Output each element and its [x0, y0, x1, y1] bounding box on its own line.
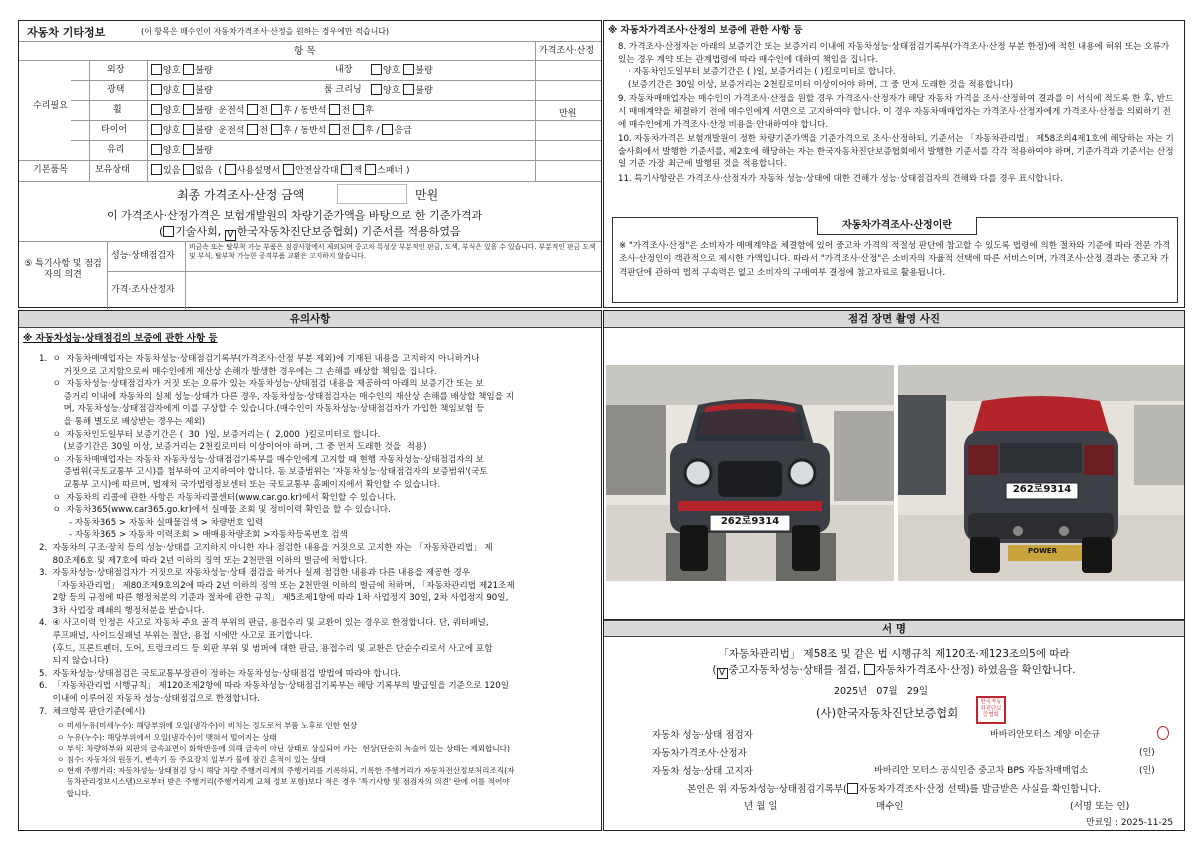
- other-info-title: 자동차 기타정보: [27, 26, 106, 39]
- repair-label: 수리필요: [33, 101, 68, 111]
- receipt-line: 본인은 위 자동차성능·상태점검기록부( 자동차가격조사·산정 선택)를 발급받은 사실을 확인합니다.: [687, 784, 1101, 795]
- guarantee-p10: 10. 자동차가격은 보험개발원이 정한 차량기준가액을 기준가격으로 조사·산정하되, 기준서는 「자동차관리법」 제58조의4제1호에 해당하는 자는 기술사회에서 발행한 기준서를, 제2호에 해당하는 자는 한국자동차진단보증협회에서 발행한 기준서를 각각 적용하여야 하며, 기준가격과 기준서는 산정일 기준 가장 최근에 발행된 것을 적용합니다.: [618, 134, 1174, 170]
- basic-check[interactable]: 있음 없음 ( 사용설명서 안전삼각대 잭 스패너 ): [151, 164, 410, 177]
- gloss-label: 광택: [107, 85, 125, 95]
- criteria-line: ㅇ 부식: 차량하부와 외판의 금속표면이 화학반응에 의해 금속이 아닌 상태로 상실되어 가는 현상(단순히 녹슬어 있는 상태는 제외합니다): [57, 743, 510, 753]
- notice-line: 「자동차관리법」 제80조제9호의2에 따라 2년 이하의 징역 또는 2천만원 이하의 벌금에 처하며, 「자동차관리법 제21조제: [39, 580, 515, 591]
- ramp-text: POWER: [1028, 547, 1057, 555]
- guarantee-p11: 11. 특기사항란은 가격조사·산정자가 자동차 성능·상태에 대한 견해가 성능·상태점검자의 견해와 다를 경우 표시합니다.: [618, 173, 1063, 184]
- notice-line: 3차 사업장 폐쇄의 행정처분을 받습니다.: [39, 605, 205, 616]
- notice-line: ㅇ 자동차성능·상태점검자가 거짓 또는 오류가 있는 자동차성능·상태점검 내용을 제공하여 아래의 보증기간 또는 보: [39, 379, 484, 390]
- criteria-line: ㅇ 현재 주행거리: 자동차성능·상태점검 당시 해당 차량 주행거리계의 주행거리를 기록하되, 기록한 주행거리가 자동차전산정보처리조직(자: [57, 766, 515, 776]
- notice-line: 7. 체크항목 판단기준(예시): [39, 706, 146, 717]
- other-info-note: (이 항목은 매수인이 자동차가격조사·산정을 원하는 경우에만 적습니다): [141, 27, 390, 36]
- buyer-label: 매수인: [876, 801, 904, 812]
- perf-inspector-text: 비금속 또는 탈부착 가능 부품은 점검사항에서 제외되며 중고차 특성상 부분적인 판금, 도색, 부식은 있을 수 있습니다. 부분적인 판금 도색 및 부식, 탈부착 가능한 공격부품 교환은 고지하지 않습니다.: [189, 243, 596, 260]
- rear-plate: 262로9314: [1012, 484, 1072, 495]
- notice-line: ㅇ 자동차인도일부터 보증기간은 ( 30 )일, 보증거리는 ( 2,000 )킬로미터로 합니다.: [39, 429, 381, 440]
- org-stamp: 한국자동차진단보증협회: [976, 696, 1006, 724]
- wheel-label: 휠: [113, 105, 122, 115]
- col-price: 가격조사·산정: [539, 46, 595, 56]
- notice-line: 2항 등의 규정에 따른 행정처분의 기준과 절차에 관한 규칙」 제5조제1항에 따라 1차 사업정지 30일, 2차 사업정지 90일,: [39, 593, 509, 604]
- room-check[interactable]: 양호 불량: [371, 84, 433, 97]
- inspector-value: 바바리안모터스 계양 이순규: [990, 730, 1101, 740]
- notice-line: 80조제6호 및 제7호에 따라 2년 이하의 징역 또는 2천만원 이하의 벌금에 처합니다.: [39, 555, 368, 566]
- notice-line: 을 통해 별도로 배상받는 경우는 제외): [39, 416, 206, 427]
- notice-line: 6. 「자동차관리법 시행규칙」 제120조제2항에 따라 자동차성능·상태점검기록부는 해당 기록부의 발급일을 기준으로 120일: [39, 681, 510, 692]
- receipt-date: 년 월 일: [744, 801, 778, 812]
- sign-date: 2025년 07월 29일: [834, 686, 929, 697]
- photo-header: 점검 장면 촬영 사진: [604, 311, 1184, 328]
- notice-line: 2. 자동차의 구조·장치 등의 성능·상태를 고지하지 아니한 자나 점검한 내용을 거짓으로 고지한 자는 「자동차관리법」 제: [39, 542, 493, 553]
- ext-label: 외장: [107, 65, 125, 75]
- basis-text: 이 가격조사·산정가격은 보험개발원의 차량기준가액을 바탕으로 한 기준가격과: [107, 209, 483, 222]
- price-box: [612, 217, 1178, 303]
- notice-line: ㅇ 자동차365(www.car365.go.kr)에서 실매물 조회 및 정비이력 확인을 할 수 있습니다.: [39, 505, 391, 516]
- criteria-line: ㅇ 누유(누수): 해당부위에서 오일(냉각수)이 맺혀서 떨어지는 상태: [57, 732, 277, 742]
- ext-check[interactable]: 양호 불량: [151, 64, 213, 77]
- basis-choice: ( 기술사회, V 한국자동차진단보증협회) 기준서를 적용하였음: [159, 225, 461, 240]
- criteria-line: ㅇ 미세누유(미세누수): 해당부위에 오일(냉각수)이 비치는 정도로서 부품 노후로 인한 현상: [57, 721, 358, 731]
- notice-line: (보증기간은 30일 이상, 보증거리는 2천킬로미터 이상이어야 하며, 그 중 먼저 도래한 것을 적용): [39, 442, 427, 453]
- front-photo: [606, 365, 894, 581]
- price-box-title: 자동차가격조사·산정이란: [817, 217, 977, 235]
- notice-panel: [18, 310, 602, 831]
- notice-line: 루프패널, 사이드실패널 부위는 절단, 용접 시에만 사고로 표기합니다.: [39, 631, 313, 642]
- front-plate: 262로9314: [720, 516, 780, 527]
- notifier-seal: (인): [1139, 766, 1155, 776]
- notice-line: 증거리 이내에 자동차의 실제 성능·상태가 다른 경우, 자동차성능·상태점검자는 매수인의 재산상 손해를 배상할 책임을 지: [39, 391, 515, 402]
- final-price-box[interactable]: [337, 184, 407, 204]
- sign-confirm: ( V 중고자동차성능·상태를 점검, 자동차가격조사·산정) 하였음을 확인합니다.: [712, 664, 1076, 678]
- signature-header: 서 명: [604, 620, 1184, 637]
- notice-line: ㅇ 자동차매매업자는 자동차 자동차성능·상태점검기록부를 매수인에게 고지할 때 현행 자동차성능·상태점검자의 보: [39, 454, 484, 465]
- notice-line: 이내에 이루어진 자동차 성능·상태점검으로 한정합니다.: [39, 694, 260, 705]
- buyer-sign[interactable]: (서명 또는 인): [1070, 801, 1130, 812]
- other-info-panel: [18, 20, 602, 308]
- guarantee-title: ※ 자동차가격조사·산정의 보증에 관한 사항 등: [608, 25, 803, 36]
- perf-inspector-label: 성능·상태점검자: [111, 251, 175, 261]
- guarantee-panel: [603, 20, 1185, 308]
- possess-label: 보유상태: [95, 165, 130, 175]
- rear-photo: [898, 365, 1184, 581]
- criteria-line: 동차관리정보시스템)으로부터 받은 주행거리(주행거리계 교체 정보 포함)보다 적은 경우 '특기사항 및 점검자의 의견' 란에 이를 적어야: [57, 777, 510, 787]
- notice-line: 3. 자동차성능·상태점검자가 거짓으로 자동차성능·상태 점검을 하거나 실제 점검한 내용과 다른 내용을 제공한 경우: [39, 568, 471, 579]
- final-price-unit: 만원: [415, 188, 439, 202]
- inspector-label: 자동차 성능·상태 점검자: [652, 730, 753, 741]
- price-inspector-label: 가격·조사산정자: [111, 285, 175, 295]
- final-price-label: 최종 가격조사·산정 금액: [177, 188, 305, 202]
- criteria-line: 합니다.: [57, 788, 92, 798]
- wheel-check[interactable]: 양호 불량 운전석 전 후 / 동반석 전 후: [151, 104, 374, 117]
- price-value: 만원: [559, 109, 577, 119]
- tire-label: 타이어: [101, 125, 128, 135]
- criteria-line: ㅇ 침수: 자동차의 원동기, 변속기 등 주요장치 일부가 물에 잠긴 흔적이 있는 상태: [57, 755, 326, 764]
- expiry-date: 만료일 : 2025-11-25: [1086, 818, 1174, 828]
- room-label: 룸 크리닝: [324, 85, 362, 95]
- guarantee-p8b: · 자동차인도일부터 보증기간은 ( )일, 보증거리는 ( )킬로미터로 합니다.: [628, 67, 896, 78]
- notice-line: 1. ㅇ 자동차매매업자는 자동차성능·상태점검기록부(가격조사·산정 부분 제외)에 기재된 내용을 고지하지 아니하거나: [39, 354, 480, 364]
- gloss-check[interactable]: 양호 불량: [151, 84, 213, 97]
- guarantee-p8c: (보증기간은 30일 이상, 보증거리는 2천킬로미터 이상이어야 하며, 그 중 먼저 도래한 것을 적용합니다): [628, 79, 1014, 90]
- pricer-label: 자동차가격조사·산정자: [652, 748, 747, 759]
- notice-line: 며, 자동차성능·상태점검자에게 이를 구상할 수 있습니다.(매수인이 자동차성능·상태점검자가 가입한 책임보험 등: [39, 404, 485, 415]
- notice-line: (후드, 프론트펜더, 도어, 트렁크리드 등 외판 부위 및 범퍼에 대한 판금, 용접수리 및 교환은 단순수리로서 사고에 포함: [39, 643, 493, 654]
- interior-label: 내장: [335, 65, 353, 75]
- guarantee-p9: 9. 자동차매매업자는 매수인이 가격조사·산정을 원할 경우 가격조사·산정자가 해당 자동차 가격을 조사·산정하여 결과를 이 서식에 적도록 한 후, 반드시 매매계약을 체결하기 전에 매수인에게 서면으로 고지하여야 합니다. 이 경우 자동차매매업자는 가격조사·산정자에게 가격조사·산정을 의뢰하기 전에 매수인에게 가격조사·산정 비용을 안내하여야 합니다.: [618, 94, 1174, 130]
- sign-org: (사)한국자동차진단보증협회: [816, 706, 959, 720]
- glass-label: 유리: [107, 145, 125, 155]
- notifier-value: 바바리안 모터스 공식인증 중고차 BPS 자동차매매업소: [874, 766, 1089, 776]
- notice-line: 되지 않습니다): [39, 656, 109, 667]
- notice-line: 거짓으로 고지함으로써 매수인에게 재산상 손해가 발생한 경우에는 그 손해를 배상할 책임을 집니다.: [39, 366, 437, 377]
- notice-line: 증범위(국토교통부 고시)를 첨부하여 고지하여야 합니다. 동 보증범위는 '자동차성능·상태점검자의 보증범위'(국토: [39, 467, 488, 478]
- notice-line: ㅇ 자동차의 리콜에 관한 사항은 자동차리콜센터(www.car.go.kr)에서 확인할 수 있습니다.: [39, 492, 397, 503]
- notice-line: 5. 자동차성능·상태점검은 국토교통부장관이 정하는 자동차성능·상태점검 방법에 따라야 합니다.: [39, 668, 402, 679]
- notice-line: 4. ④ 사고이력 인정은 사고로 자동차 주요 골격 부위의 판금, 용접수리 및 교환이 있는 경우로 한정합니다. 단, 쿼터패널,: [39, 618, 489, 629]
- special-label: ⑤ 특기사항 및 점검자의 의견: [24, 259, 102, 281]
- pricer-seal: (인): [1139, 748, 1155, 758]
- notice-header: 유의사항: [19, 311, 601, 328]
- tire-check[interactable]: 양호 불량 운전석 전 후 / 동반석 전 후 / 응급: [151, 124, 412, 137]
- sign-law: 「자동차관리법」 제58조 및 같은 법 시행규칙 제120조·제123조의5에 따라: [718, 648, 1070, 660]
- glass-check[interactable]: 양호 불량: [151, 144, 213, 157]
- notice-line: - 자동차365 > 자동차 실매물검색 > 차량번호 입력: [39, 517, 264, 528]
- guarantee-p8: 8. 가격조사·산정자는 아래의 보증기간 또는 보증거리 이내에 자동차성능·상태점검기록부(가격조사·산정 부분 한정)에 적힌 내용에 허위 또는 오류가 있는 경우 계약 또는 관계법령에 따라 매수인에 대하여 책임을 집니다.: [618, 42, 1170, 65]
- notice-line: 교통부 고시)에 따르며, 법제처 국가법령정보센터 또는 국토교통부 홈페이지에서 확인할 수 있습니다.: [39, 479, 441, 490]
- notice-title: ※ 자동차성능·상태점검의 보증에 관한 사항 등: [23, 333, 218, 344]
- basic-label: 기본품목: [33, 165, 68, 175]
- interior-check[interactable]: 양호 불량: [371, 64, 433, 77]
- price-box-text: ※ "가격조사·산정"은 소비자가 매매계약을 체결함에 있어 중고차 가격의 적절성 판단에 참고할 수 있도록 법령에 의한 절차와 기준에 따라 전문 가격조사·산정인이 객관적으로 제시한 가액입니다. 따라서 "가격조사·산정"은 소비자의 자율적 선택에 따른 서비스이며, 가격조사·산정 결과는 중고차 가격판단에 관하여 법적 구속력은 없고 소비자의 구매여부 결정에 참고자료로 활용됩니다.: [619, 241, 1171, 278]
- col-item: 항 목: [294, 46, 316, 57]
- notice-line: - 자동차365 > 자동차 이력조회 > 매매용차량조회 >자동차등록번호 검색: [39, 530, 348, 541]
- inspector-seal: [1157, 726, 1169, 740]
- photo-panel: [603, 310, 1185, 620]
- notifier-label: 자동차 성능·상태 고지자: [652, 766, 753, 777]
- signature-panel: [603, 620, 1185, 831]
